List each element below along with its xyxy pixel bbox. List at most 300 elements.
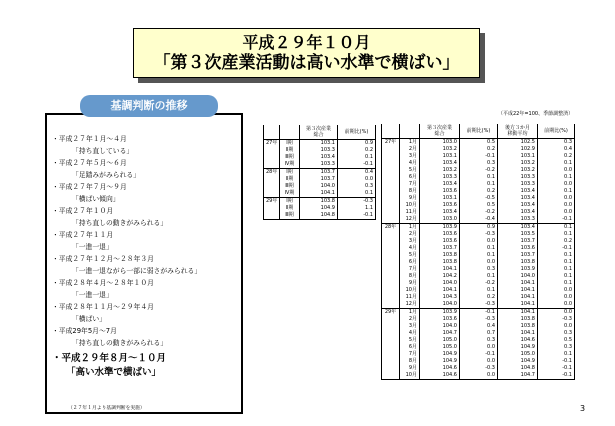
row-month: 6月 <box>400 344 420 351</box>
row-moving-average: 104.1 <box>498 301 538 309</box>
row-moving-average-change: 0.0 <box>538 209 575 216</box>
table-row <box>382 358 575 365</box>
row-year <box>382 245 400 252</box>
row-index: 103.2 <box>420 167 460 174</box>
row-moving-average-change: 0.1 <box>538 224 575 232</box>
table-row <box>382 344 575 351</box>
row-change: -0.1 <box>460 309 498 317</box>
row-index: 103.9 <box>420 224 460 232</box>
row-moving-average: 103.8 <box>498 323 538 330</box>
table-row <box>382 245 575 252</box>
table-row <box>382 216 575 224</box>
row-index: 103.8 <box>300 198 338 206</box>
table-row <box>264 154 376 161</box>
row-month: 11月 <box>400 294 420 301</box>
row-moving-average-change: -0.1 <box>538 358 575 365</box>
row-moving-average-change: 0.0 <box>538 323 575 330</box>
title-date: 平成２９年１０月 <box>242 33 371 52</box>
judgment-quote: 「横ばい傾向」 <box>72 195 120 203</box>
table-row <box>382 259 575 266</box>
row-moving-average: 103.2 <box>498 160 538 167</box>
row-year <box>382 294 400 301</box>
row-moving-average: 105.0 <box>498 351 538 358</box>
row-moving-average: 104.1 <box>498 294 538 301</box>
row-year <box>382 266 400 273</box>
row-moving-average-change: -0.1 <box>538 216 575 224</box>
quarterly-header-change: 前期比(%) <box>338 125 376 140</box>
row-change: 0.1 <box>338 190 376 198</box>
row-year <box>382 167 400 174</box>
row-year <box>382 323 400 330</box>
row-moving-average: 104.1 <box>498 287 538 294</box>
row-index: 104.0 <box>300 183 338 190</box>
row-index: 103.6 <box>420 188 460 195</box>
judgment-note: （２７年１月より基調判断を実施） <box>68 406 145 411</box>
row-moving-average: 103.3 <box>498 181 538 188</box>
row-month: 4月 <box>400 160 420 167</box>
row-period: Ⅰ期 <box>280 169 300 177</box>
row-year <box>382 209 400 216</box>
row-year <box>382 160 400 167</box>
row-change: -0.1 <box>338 212 376 220</box>
row-year <box>382 344 400 351</box>
judgment-label: 基調判断の推移 <box>80 95 218 117</box>
row-index: 104.1 <box>420 266 460 273</box>
table-row <box>382 294 575 301</box>
row-change: 0.0 <box>460 238 498 245</box>
row-change: 0.2 <box>460 294 498 301</box>
row-month: 5月 <box>400 167 420 174</box>
row-month: 7月 <box>400 181 420 188</box>
row-index: 103.7 <box>300 169 338 177</box>
row-moving-average: 103.4 <box>498 202 538 209</box>
row-change: 0.1 <box>460 181 498 188</box>
judgment-period: ・平成２８年１１月～２９年４月 <box>52 303 154 311</box>
row-year <box>382 231 400 238</box>
row-index: 103.6 <box>420 231 460 238</box>
row-change: 0.0 <box>338 176 376 183</box>
row-month: 9月 <box>400 195 420 202</box>
judgment-quote: 「持ち直している」 <box>72 147 134 155</box>
row-year <box>264 176 280 183</box>
row-moving-average: 103.3 <box>498 174 538 181</box>
judgment-period: ・平成２８年４月～２８年１０月 <box>52 279 154 287</box>
row-change: -0.4 <box>460 216 498 224</box>
row-year <box>382 174 400 181</box>
row-index: 104.7 <box>420 330 460 337</box>
row-period: Ⅱ期 <box>280 147 300 154</box>
row-month: 10月 <box>400 202 420 209</box>
row-moving-average-change: 0.0 <box>538 309 575 317</box>
row-index: 103.4 <box>420 160 460 167</box>
row-year <box>382 216 400 224</box>
monthly-header-ma: 後方３か月 移動平均 <box>498 124 538 139</box>
row-year <box>382 365 400 372</box>
table-row <box>382 280 575 287</box>
row-year <box>382 273 400 280</box>
table-row <box>382 160 575 167</box>
table-row <box>382 181 575 188</box>
row-moving-average-change: 0.1 <box>538 280 575 287</box>
row-moving-average: 104.7 <box>498 372 538 380</box>
table-row <box>382 153 575 160</box>
row-year <box>382 195 400 202</box>
row-year <box>264 161 280 169</box>
monthly-header-ma-change: 前期比(%) <box>538 124 575 139</box>
row-month: 7月 <box>400 351 420 358</box>
row-moving-average: 104.9 <box>498 344 538 351</box>
judgment-quote: 「一進一退」 <box>72 291 113 299</box>
row-change: 0.3 <box>460 266 498 273</box>
row-period: Ⅱ期 <box>280 176 300 183</box>
row-index: 103.6 <box>420 238 460 245</box>
row-moving-average: 104.1 <box>498 330 538 337</box>
row-moving-average-change: 0.3 <box>538 344 575 351</box>
row-period: Ⅲ期 <box>280 154 300 161</box>
row-month: 1月 <box>400 139 420 147</box>
row-moving-average-change: 0.0 <box>538 294 575 301</box>
row-change: 0.2 <box>338 147 376 154</box>
row-index: 104.1 <box>300 190 338 198</box>
table-row <box>382 330 575 337</box>
table-row <box>382 174 575 181</box>
quarterly-header-index: 第３次産業 総合 <box>300 125 338 140</box>
row-index: 104.0 <box>420 323 460 330</box>
row-moving-average: 103.4 <box>498 209 538 216</box>
row-period: Ⅳ期 <box>280 190 300 198</box>
row-moving-average: 104.1 <box>498 309 538 317</box>
row-year <box>382 372 400 380</box>
row-period: Ⅲ期 <box>280 183 300 190</box>
table-row <box>382 231 575 238</box>
row-year <box>382 330 400 337</box>
table-row <box>264 198 376 206</box>
row-change: 0.2 <box>460 146 498 153</box>
row-month: 10月 <box>400 372 420 380</box>
row-moving-average-change: 0.1 <box>538 252 575 259</box>
table-row <box>382 316 575 323</box>
quarterly-table <box>263 125 376 220</box>
row-month: 11月 <box>400 209 420 216</box>
judgment-period: ・平成２７年５月～６月 <box>52 159 127 167</box>
row-change: 0.0 <box>460 358 498 365</box>
row-moving-average: 103.9 <box>498 266 538 273</box>
judgment-quote: 「一進一退ながら一部に弱さがみられる」 <box>72 267 202 275</box>
row-moving-average-change: -0.3 <box>538 316 575 323</box>
row-month: 2月 <box>400 231 420 238</box>
row-index: 103.3 <box>420 174 460 181</box>
row-change: -0.3 <box>460 316 498 323</box>
row-change: -0.3 <box>338 198 376 206</box>
row-month: 6月 <box>400 259 420 266</box>
row-moving-average-change: -0.1 <box>538 372 575 380</box>
quarterly-header <box>264 125 376 140</box>
row-change: 0.1 <box>460 174 498 181</box>
row-moving-average: 104.6 <box>498 337 538 344</box>
row-moving-average-change: -0.1 <box>538 245 575 252</box>
row-moving-average-change: 0.0 <box>538 202 575 209</box>
row-moving-average: 103.1 <box>498 153 538 160</box>
row-index: 103.8 <box>420 252 460 259</box>
judgment-current-quote: 「高い水準で横ばい」 <box>66 367 162 378</box>
row-moving-average: 104.8 <box>498 365 538 372</box>
judgment-quote: 「横ばい」 <box>72 315 106 323</box>
row-moving-average-change: 0.0 <box>538 287 575 294</box>
row-year <box>382 280 400 287</box>
row-change: -0.5 <box>460 195 498 202</box>
row-index: 103.4 <box>420 181 460 188</box>
table-row <box>264 169 376 177</box>
row-moving-average: 104.1 <box>498 280 538 287</box>
row-change: -0.3 <box>460 365 498 372</box>
judgment-period: ・平成２７年１１月 <box>52 231 114 239</box>
row-period: Ⅲ期 <box>280 212 300 220</box>
row-moving-average-change: 0.1 <box>538 351 575 358</box>
row-index: 103.2 <box>420 146 460 153</box>
row-index: 104.9 <box>420 351 460 358</box>
judgment-list <box>52 133 240 380</box>
row-change: -0.1 <box>338 161 376 169</box>
row-month: 6月 <box>400 174 420 181</box>
row-moving-average: 103.4 <box>498 195 538 202</box>
row-year <box>382 181 400 188</box>
row-moving-average-change: 0.1 <box>538 174 575 181</box>
row-year <box>382 202 400 209</box>
row-month: 5月 <box>400 337 420 344</box>
table-row <box>382 351 575 358</box>
row-index: 104.8 <box>300 212 338 220</box>
row-year: 29年 <box>382 309 400 317</box>
row-change: 0.9 <box>460 224 498 232</box>
row-index: 104.9 <box>300 205 338 212</box>
row-change: 0.0 <box>460 372 498 380</box>
row-index: 103.3 <box>300 147 338 154</box>
table-row <box>264 140 376 148</box>
table-row <box>382 167 575 174</box>
row-month: 9月 <box>400 365 420 372</box>
row-year <box>382 153 400 160</box>
row-moving-average: 103.4 <box>498 188 538 195</box>
row-month: 3月 <box>400 323 420 330</box>
table-row <box>382 266 575 273</box>
row-month: 3月 <box>400 153 420 160</box>
monthly-table <box>381 124 575 380</box>
table-row <box>382 139 575 147</box>
row-moving-average: 103.7 <box>498 238 538 245</box>
row-index: 103.7 <box>420 245 460 252</box>
row-moving-average: 103.5 <box>498 231 538 238</box>
table-row <box>382 252 575 259</box>
table-row <box>382 309 575 317</box>
table-row <box>264 161 376 169</box>
row-year <box>264 190 280 198</box>
row-change: -0.3 <box>460 301 498 309</box>
row-moving-average: 102.5 <box>498 139 538 147</box>
row-change: 0.1 <box>460 245 498 252</box>
row-moving-average-change: -0.1 <box>538 365 575 372</box>
judgment-current-period: ・平成２９年８月～１０月 <box>52 353 167 364</box>
row-year <box>382 337 400 344</box>
row-month: 4月 <box>400 330 420 337</box>
row-year: 27年 <box>264 140 280 148</box>
row-year <box>382 287 400 294</box>
row-moving-average-change: 0.5 <box>538 337 575 344</box>
row-period: Ⅰ期 <box>280 198 300 206</box>
row-moving-average: 103.7 <box>498 252 538 259</box>
row-index: 103.1 <box>420 195 460 202</box>
row-index: 104.9 <box>420 358 460 365</box>
row-index: 105.0 <box>420 337 460 344</box>
row-moving-average: 103.6 <box>498 245 538 252</box>
row-month: 8月 <box>400 188 420 195</box>
row-year <box>382 358 400 365</box>
row-year <box>382 316 400 323</box>
table-row <box>382 301 575 309</box>
judgment-period: ・平成２７年１月～４月 <box>52 135 127 143</box>
row-moving-average: 103.4 <box>498 224 538 232</box>
row-year <box>264 154 280 161</box>
row-moving-average-change: 0.1 <box>538 266 575 273</box>
row-index: 103.6 <box>420 316 460 323</box>
table-row <box>264 147 376 154</box>
row-moving-average-change: 0.0 <box>538 181 575 188</box>
row-year <box>264 212 280 220</box>
table-row <box>382 188 575 195</box>
row-month: 10月 <box>400 287 420 294</box>
table-row <box>264 190 376 198</box>
judgment-period: ・平成２７年１２月～２８年３月 <box>52 255 154 263</box>
row-change: 0.1 <box>460 252 498 259</box>
monthly-header-change: 前期比(%) <box>460 124 498 139</box>
row-change: -0.1 <box>460 351 498 358</box>
row-index: 103.7 <box>300 176 338 183</box>
row-index: 104.6 <box>420 365 460 372</box>
row-moving-average: 103.2 <box>498 167 538 174</box>
table-row <box>264 183 376 190</box>
row-moving-average-change: 0.4 <box>538 146 575 153</box>
row-change: 0.5 <box>460 139 498 147</box>
row-moving-average-change: 0.1 <box>538 259 575 266</box>
row-moving-average: 103.8 <box>498 316 538 323</box>
row-month: 7月 <box>400 266 420 273</box>
row-change: -0.3 <box>460 231 498 238</box>
unit-note: （平成22年=100、季節調整済） <box>498 111 574 117</box>
row-index: 103.0 <box>420 216 460 224</box>
row-month: 3月 <box>400 238 420 245</box>
row-period: Ⅳ期 <box>280 161 300 169</box>
row-month: 2月 <box>400 146 420 153</box>
row-change: 0.1 <box>338 154 376 161</box>
page-number: 3 <box>580 404 586 413</box>
table-row <box>264 205 376 212</box>
row-period: Ⅰ期 <box>280 140 300 148</box>
row-month: 9月 <box>400 280 420 287</box>
row-index: 103.4 <box>420 209 460 216</box>
row-moving-average: 103.8 <box>498 259 538 266</box>
row-month: 12月 <box>400 216 420 224</box>
title-box <box>133 28 480 78</box>
row-moving-average-change: 0.0 <box>538 167 575 174</box>
table-row <box>382 287 575 294</box>
row-moving-average-change: 0.2 <box>538 153 575 160</box>
title-headline: 「第３次産業活動は高い水準で横ばい」 <box>153 53 460 73</box>
row-moving-average-change: 0.3 <box>538 330 575 337</box>
row-index: 104.2 <box>420 273 460 280</box>
table-row <box>382 146 575 153</box>
row-moving-average-change: 0.1 <box>538 231 575 238</box>
row-change: 0.3 <box>460 160 498 167</box>
row-index: 103.3 <box>300 161 338 169</box>
row-change: -0.2 <box>460 280 498 287</box>
judgment-quote: 「一進一退」 <box>72 243 113 251</box>
judgment-period: ・平成29年5月～7月 <box>52 327 117 335</box>
row-year <box>382 351 400 358</box>
row-moving-average: 102.9 <box>498 146 538 153</box>
table-row <box>382 323 575 330</box>
table-row <box>382 224 575 232</box>
row-month: 1月 <box>400 224 420 232</box>
row-year: 27年 <box>382 139 400 147</box>
row-year <box>264 183 280 190</box>
row-change: 0.0 <box>460 344 498 351</box>
row-year <box>382 188 400 195</box>
table-row <box>264 212 376 220</box>
row-change: -0.2 <box>460 167 498 174</box>
table-row <box>382 365 575 372</box>
row-month: 8月 <box>400 273 420 280</box>
table-row <box>382 195 575 202</box>
row-change: 0.0 <box>460 259 498 266</box>
row-index: 103.4 <box>300 154 338 161</box>
row-year <box>382 146 400 153</box>
table-row <box>382 337 575 344</box>
row-index: 103.0 <box>420 139 460 147</box>
row-change: 0.7 <box>460 330 498 337</box>
row-year: 28年 <box>264 169 280 177</box>
row-moving-average-change: 0.3 <box>538 139 575 147</box>
row-moving-average-change: 0.2 <box>538 238 575 245</box>
monthly-header <box>382 124 575 139</box>
row-change: 0.1 <box>460 287 498 294</box>
row-change: 0.3 <box>460 337 498 344</box>
row-index: 104.0 <box>420 280 460 287</box>
row-index: 103.6 <box>420 202 460 209</box>
row-year <box>382 252 400 259</box>
row-month: 2月 <box>400 316 420 323</box>
row-year: 29年 <box>264 198 280 206</box>
table-row <box>382 372 575 380</box>
row-moving-average-change: 0.1 <box>538 273 575 280</box>
row-index: 104.6 <box>420 372 460 380</box>
row-year <box>382 259 400 266</box>
judgment-period: ・平成２７年７月～９月 <box>52 183 127 191</box>
row-change: 0.9 <box>338 140 376 148</box>
row-change: 0.3 <box>338 183 376 190</box>
table-row <box>382 238 575 245</box>
row-change: 0.5 <box>460 202 498 209</box>
judgment-quote: 「持ち直しの動きがみられる」 <box>72 339 168 347</box>
row-moving-average-change: 0.0 <box>538 195 575 202</box>
row-index: 103.1 <box>300 140 338 148</box>
row-change: 0.1 <box>460 273 498 280</box>
row-month: 12月 <box>400 301 420 309</box>
row-month: 1月 <box>400 309 420 317</box>
row-month: 5月 <box>400 252 420 259</box>
row-year <box>264 147 280 154</box>
monthly-header-index: 第３次産業 総合 <box>420 124 460 139</box>
row-index: 103.8 <box>420 259 460 266</box>
row-year <box>382 238 400 245</box>
